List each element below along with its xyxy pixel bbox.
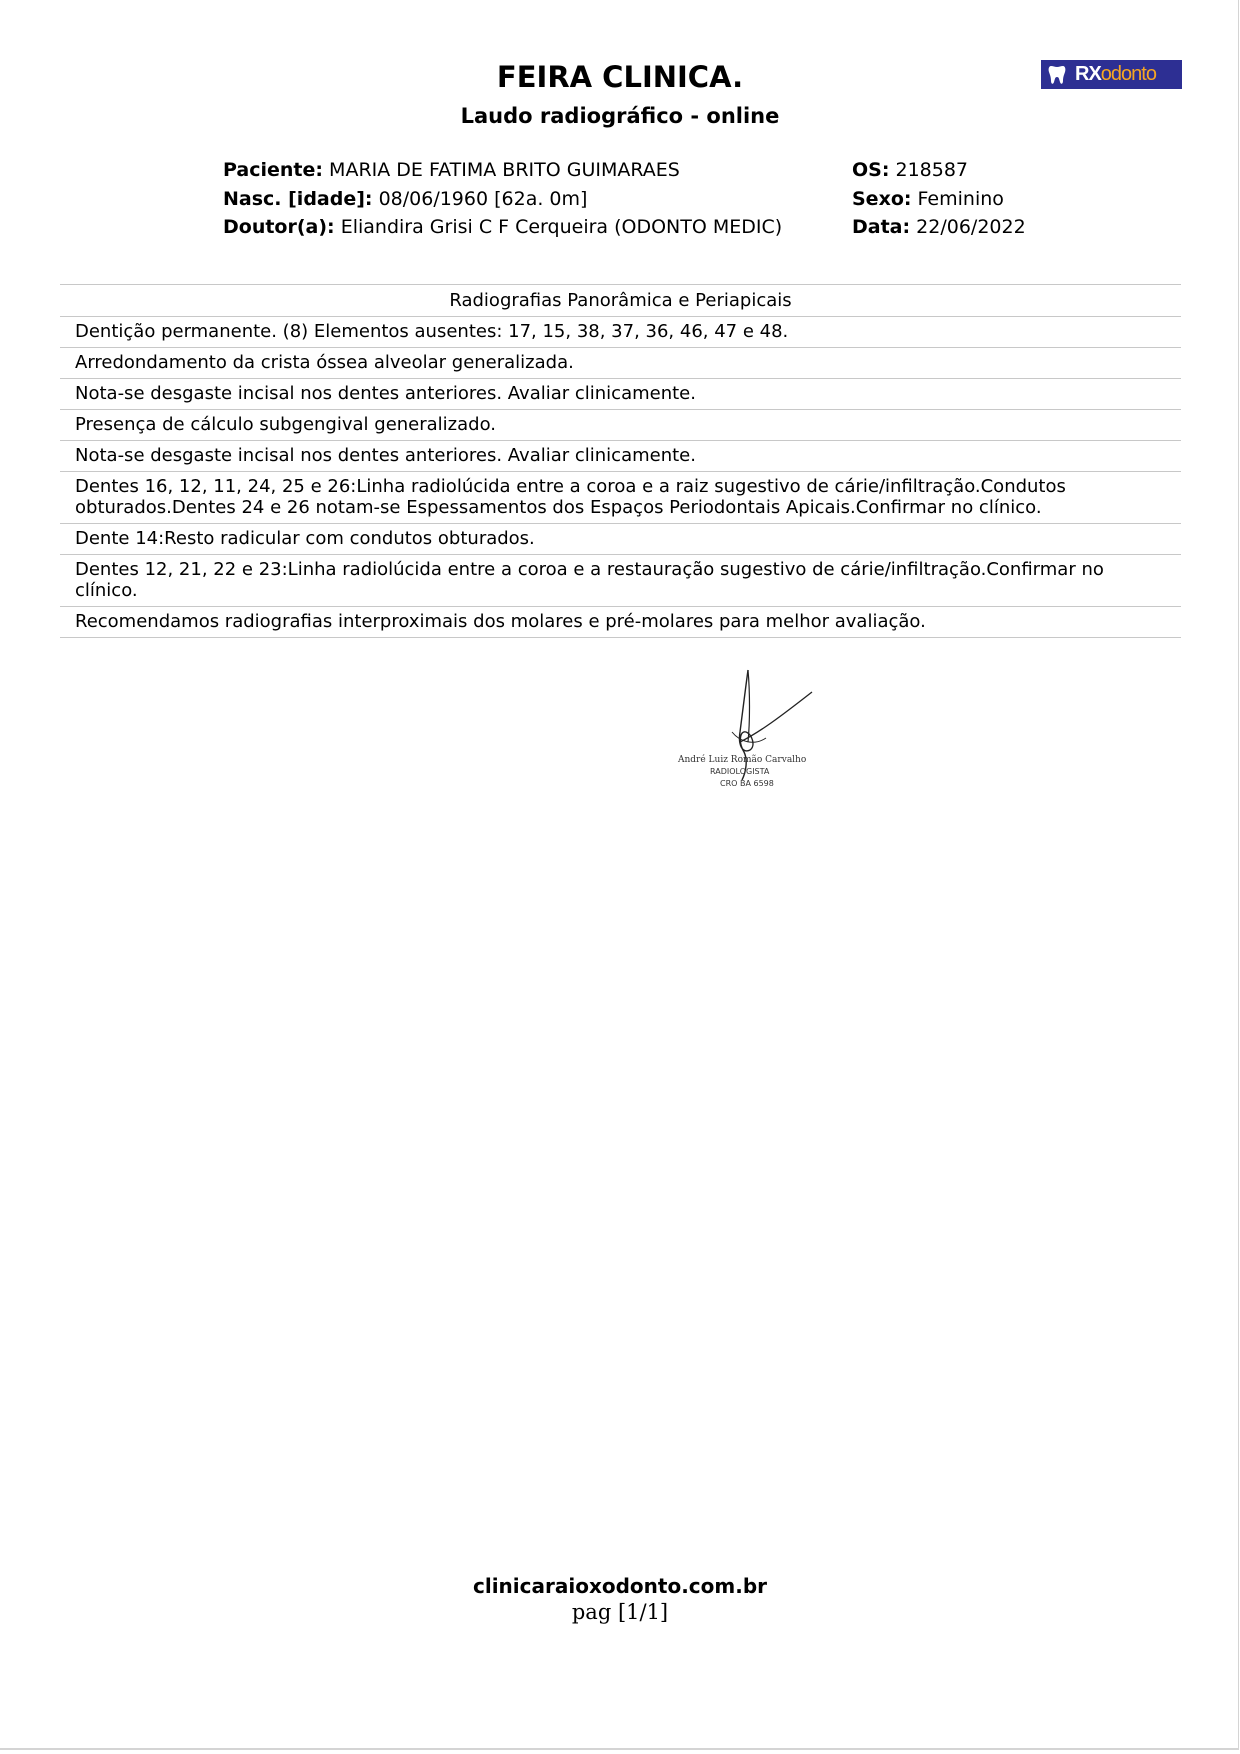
date-label: Data: [852, 216, 911, 238]
os-label: OS: [852, 159, 890, 181]
rxodonto-logo [1041, 60, 1182, 89]
footer-website: clinicaraioxodonto.com.br [472, 1574, 767, 1598]
svg-text:André Luiz Romão Carvalho: André Luiz Romão Carvalho [678, 755, 807, 765]
finding-row: Nota-se desgaste incisal nos dentes anteriores. Avaliar clinicamente. [60, 379, 1181, 410]
report-table [60, 284, 1181, 638]
patient-name: MARIA DE FATIMA BRITO GUIMARAES [329, 159, 680, 181]
finding-row: Nota-se desgaste incisal nos dentes anteriores. Avaliar clinicamente. [60, 441, 1181, 472]
doctor-row [223, 213, 782, 242]
finding-row: Dentes 12, 21, 22 e 23:Linha radiolúcida entre a coroa e a restauração sugestivo de cárie/infiltração.Confirmar no clínico. [60, 555, 1181, 607]
sex-label: Sexo: [852, 187, 912, 210]
patient-name-label: Paciente: [223, 159, 323, 181]
tooth-icon [1042, 61, 1072, 88]
patient-info-right [852, 156, 1026, 242]
logo-odonto-text: odonto [1100, 63, 1156, 85]
report-section-title: Radiografias Panorâmica e Periapicais [60, 285, 1181, 317]
svg-text:CRO BA 6598: CRO BA 6598 [720, 779, 774, 788]
patient-name-row [223, 156, 782, 185]
finding-row: Recomendamos radiografias interproximais dos molares e pré-molares para melhor avaliação. [60, 607, 1181, 638]
finding-row: Presença de cálculo subgengival generalizado. [60, 410, 1181, 441]
os-value: 218587 [895, 159, 969, 181]
radiologist-signature [670, 662, 830, 802]
finding-row: Dente 14:Resto radicular com condutos obturados. [60, 524, 1181, 555]
finding-row: Dentes 16, 12, 11, 24, 25 e 26:Linha radiolúcida entre a coroa e a raiz sugestivo de cárie/infiltração.Condutos obturados.Dentes 24 e 26 notam-se Espessamentos dos Espaços Periodontais Apicais.Confirmar no clínico. [60, 472, 1181, 524]
page-number: pag [1/1] [571, 1600, 669, 1624]
svg-text:RADIOLOGISTA: RADIOLOGISTA [710, 767, 770, 776]
birth-label: Nasc. [idade]: [223, 187, 373, 210]
report-subtitle: Laudo radiográfico - online [460, 104, 780, 128]
finding-row: Dentição permanente. (8) Elementos ausentes: 17, 15, 38, 37, 36, 46, 47 e 48. [60, 317, 1181, 348]
doctor-label: Doutor(a): [223, 216, 335, 238]
patient-info-left [223, 156, 782, 242]
clinic-title: FEIRA CLINICA. [496, 60, 744, 94]
birth-row [223, 185, 782, 214]
os-row [852, 156, 1026, 185]
date-value: 22/06/2022 [916, 216, 1026, 238]
finding-row: Arredondamento da crista óssea alveolar generalizada. [60, 348, 1181, 379]
date-row [852, 213, 1026, 242]
doctor-name: Eliandira Grisi C F Cerqueira (ODONTO MEDIC) [340, 216, 783, 238]
birth-value: 08/06/1960 [62a. 0m] [378, 187, 588, 210]
sex-value: Feminino [917, 187, 1004, 210]
sex-row [852, 185, 1026, 214]
logo-rx-text: RX [1075, 63, 1101, 85]
